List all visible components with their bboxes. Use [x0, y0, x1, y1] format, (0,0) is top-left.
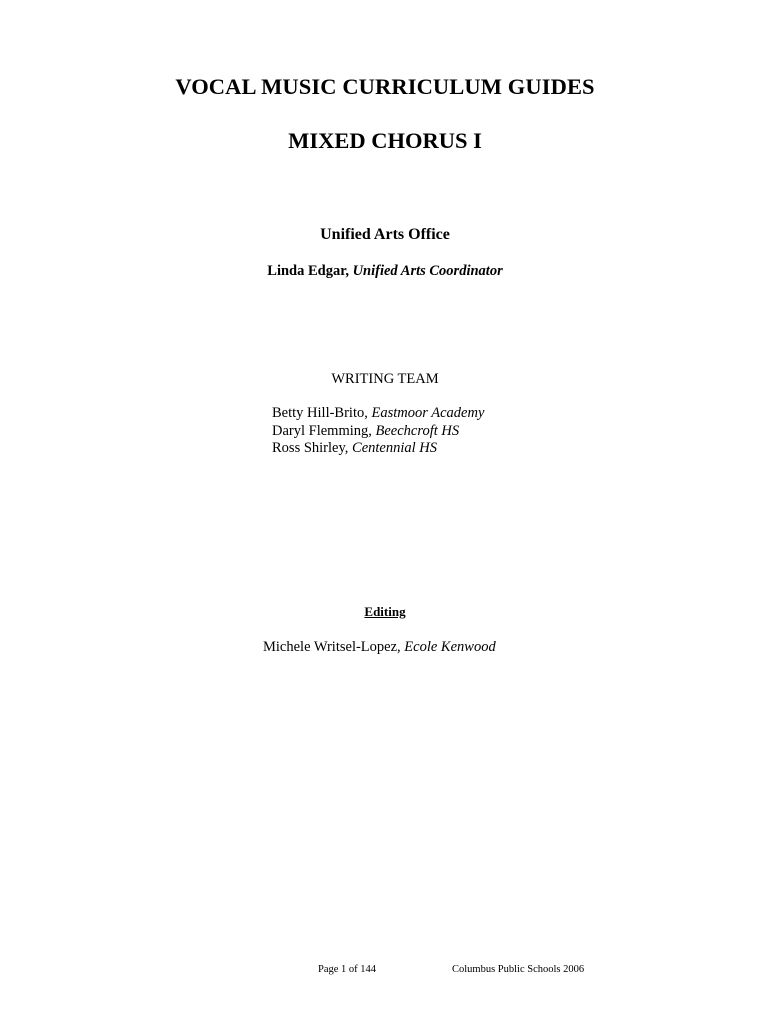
footer-organization: Columbus Public Schools 2006	[452, 964, 585, 975]
writing-team-list	[272, 405, 484, 458]
page-number: Page 1 of 144	[318, 964, 377, 975]
coordinator-name: Linda Edgar,	[267, 263, 349, 279]
editor-affiliation: Ecole Kenwood	[404, 639, 496, 655]
writing-team-member	[272, 440, 484, 458]
member-name: Ross Shirley,	[272, 440, 349, 456]
coordinator-line	[0, 263, 770, 280]
office-name: Unified Arts Office	[320, 226, 450, 243]
member-affiliation: Eastmoor Academy	[371, 405, 485, 421]
member-name: Betty Hill-Brito,	[272, 405, 368, 421]
editor-name: Michele Writsel-Lopez,	[263, 639, 401, 655]
editing-heading: Editing	[364, 604, 406, 619]
editor-line	[263, 639, 496, 656]
member-affiliation: Beechcroft HS	[375, 422, 460, 439]
writing-team-heading: WRITING TEAM	[331, 371, 439, 387]
writing-team-member	[272, 405, 484, 423]
writing-team-member	[272, 423, 484, 441]
document-subtitle: MIXED CHORUS I	[288, 128, 482, 153]
coordinator-role: Unified Arts Coordinator	[352, 263, 503, 279]
document-title: VOCAL MUSIC CURRICULUM GUIDES	[175, 74, 595, 99]
member-affiliation: Centennial HS	[352, 440, 438, 456]
member-name: Daryl Flemming,	[272, 422, 372, 439]
